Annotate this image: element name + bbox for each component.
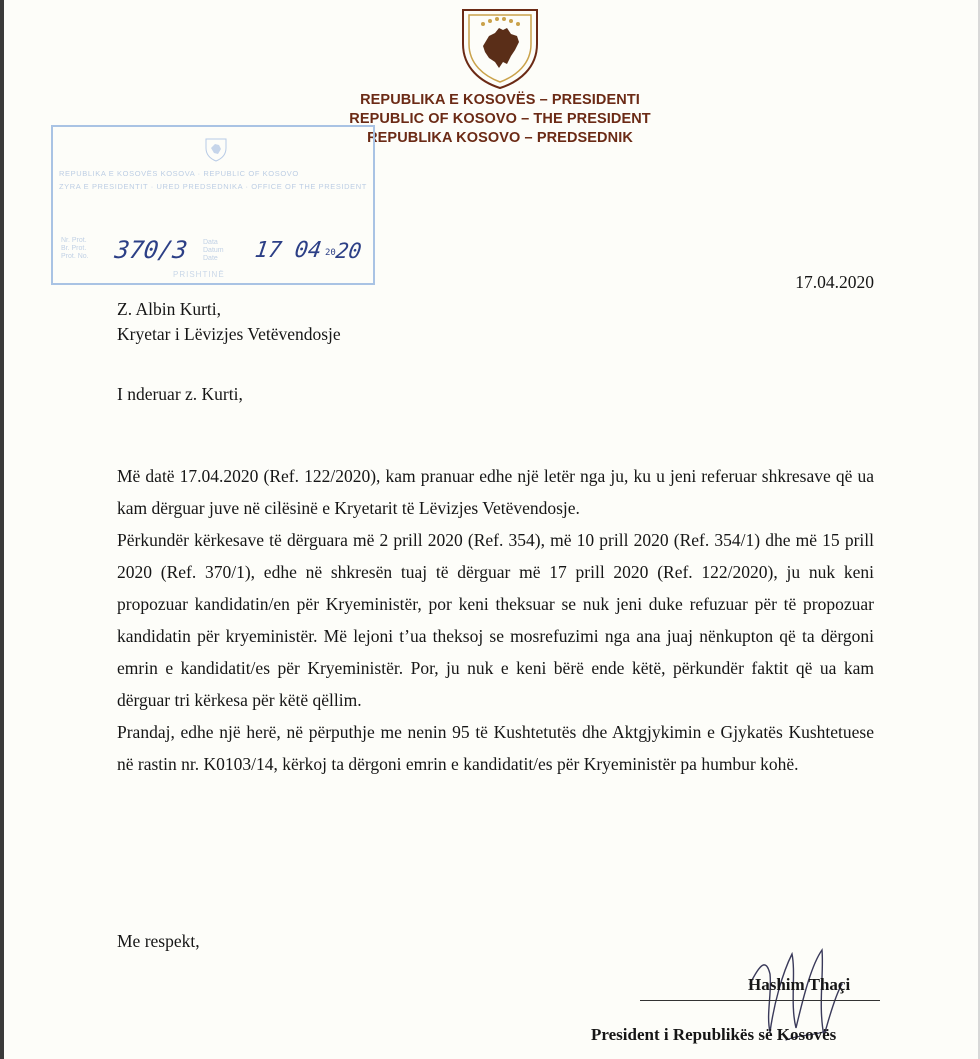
protocol-stamp — [51, 125, 375, 285]
letter-body — [117, 460, 874, 780]
salutation: I nderuar z. Kurti, — [117, 384, 243, 404]
signer-name: Hashim Thaçi — [748, 975, 851, 994]
letterhead-line-serbian: REPUBLIKA KOSOVO – PREDSEDNIK — [367, 130, 633, 146]
scan-left-edge — [0, 0, 4, 1059]
letter-date: 17.04.2020 — [795, 272, 874, 292]
recipient-title: Kryetar i Lëvizjes Vetëvendosje — [117, 324, 341, 344]
signature-line — [640, 1000, 880, 1001]
paragraph-2: Përkundër kërkesave të dërguara më 2 prill 2020 (Ref. 354), më 10 prill 2020 (Ref. 354/1) dhe më 15 prill 2020 (Ref. 370/1), edhe në shkresën tuaj të dërguar më 17 prill 2020 (Ref. 122/2020), ju nuk keni propozuar kandidatin/en për Kryeministër, por keni theksuar se nuk jeni duke refuzuar për të propozuar kandidatin për kryeministër. Më lejoni t’ua theksoj se mosrefuzimi nga ana juaj nënkupton që ta dërgoni emrin e kandidatit/es për Kryeministër. Por, ju nuk e keni bërë ende këtë, përkundër faktit që ua kam dërguar tri kërkesa për këtë qëllim. — [117, 530, 874, 710]
stamp-line-2: ZYRA E PRESIDENTIT · URED PREDSEDNIKA · OFFICE OF THE PRESIDENT — [59, 182, 367, 191]
paragraph-3: Prandaj, edhe një herë, në përputhje me nenin 95 të Kushtetutës dhe Aktgjykimin e Gjykatës Kushtetuese në rastin nr. K0103/14, kërkoj ta dërgoni emrin e kandidatit/es për Kryeministër pa humbur kohë. — [117, 722, 874, 774]
stamp-line-1: REPUBLIKA E KOSOVËS KOSOVA · REPUBLIC OF KOSOVO — [59, 169, 299, 178]
stamp-protocol-labels: Nr. Prot. Br. Prot. Prot. No. — [61, 237, 89, 260]
closing: Me respekt, — [117, 931, 200, 951]
recipient-block — [117, 297, 341, 347]
paragraph-1: Më datë 17.04.2020 (Ref. 122/2020), kam pranuar edhe një letër nga ju, ku u jeni referuar shkresave që ua kam dërguar juve në cilësinë e Kryetarit të Lëvizjes Vetëvendosje. — [117, 466, 874, 518]
stamp-footer: PRISHTINË — [173, 270, 225, 279]
stamp-date-labels: Data Datum Date — [203, 239, 224, 262]
signer-title: President i Republikës së Kosovës — [591, 1025, 837, 1044]
kosovo-coat-of-arms-icon — [453, 6, 547, 90]
letterhead-line-english: REPUBLIC OF KOSOVO – THE PRESIDENT — [349, 111, 651, 127]
handwritten-protocol-number: 370/3 — [113, 236, 190, 264]
handwritten-year: 20 — [334, 239, 363, 263]
letterhead-line-albanian: REPUBLIKA E KOSOVËS – PRESIDENTI — [360, 92, 640, 108]
stamp-date-to: 20 — [325, 248, 336, 258]
recipient-name: Z. Albin Kurti, — [117, 299, 222, 319]
handwritten-date: 17 04 — [253, 238, 323, 263]
stamp-crest-icon — [203, 137, 229, 163]
